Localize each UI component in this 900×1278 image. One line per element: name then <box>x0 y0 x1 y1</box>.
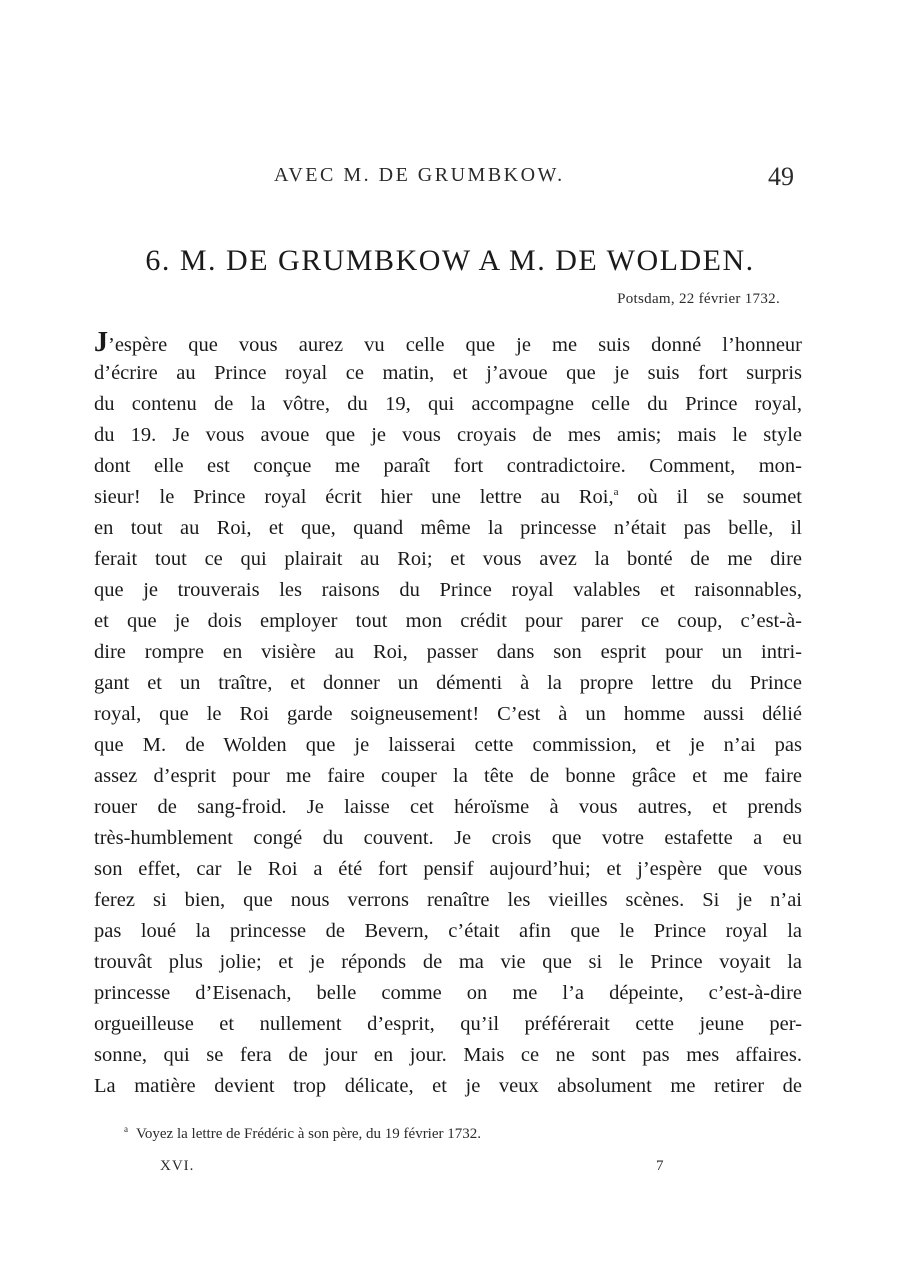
body-line-text: sieur! le Prince royal écrit hier une lettre au Roi, <box>94 486 614 508</box>
body-line: assez d’esprit pour me faire couper la tête de bonne grâce et me faire <box>94 765 802 787</box>
body-line: que je trouverais les raisons du Prince royal valables et raisonnables, <box>94 579 802 601</box>
footnote-mark: a <box>124 1124 128 1134</box>
body-line: royal, que le Roi garde soigneusement! C’est à un homme aussi délié <box>94 703 802 725</box>
body-line: en tout au Roi, et que, quand même la princesse n’était pas belle, il <box>94 517 802 539</box>
body-line-text: ’espère que vous aurez vu celle que je me suis donné l’honneur <box>108 334 802 356</box>
footnote-reference: a <box>613 486 619 499</box>
body-line: du contenu de la vôtre, du 19, qui accompagne celle du Prince royal, <box>94 393 802 415</box>
body-line: du 19. Je vous avoue que je vous croyais de mes amis; mais le style <box>94 424 802 446</box>
body-line: pas loué la princesse de Bevern, c’était afin que le Prince royal la <box>94 920 802 942</box>
body-line: rouer de sang-froid. Je laisse cet héroïsme à vous autres, et prends <box>94 796 802 818</box>
footnote <box>124 1124 481 1143</box>
body-line-text: où il se soumet <box>618 486 802 508</box>
body-line: princesse d’Eisenach, belle comme on me l’a dépeinte, c’est-à-dire <box>94 982 802 1004</box>
letter-body <box>94 327 802 1102</box>
running-head <box>0 162 900 196</box>
body-line: très-humblement congé du couvent. Je crois que votre estafette a eu <box>94 827 802 849</box>
sheet-number: 7 <box>656 1158 664 1174</box>
body-line: La matière devient trop délicate, et je veux absolument me retirer de <box>94 1075 802 1097</box>
body-line: d’écrire au Prince royal ce matin, et j’avoue que je suis fort surpris <box>94 362 802 384</box>
page-number: 49 <box>768 162 794 191</box>
body-line: trouvât plus jolie; et je réponds de ma vie que si le Prince voyait la <box>94 951 802 973</box>
body-line: dire rompre en visière au Roi, passer dans son esprit pour un intri- <box>94 641 802 663</box>
body-line: que M. de Wolden que je laisserai cette commission, et je n’ai pas <box>94 734 802 756</box>
body-line: orgueilleuse et nullement d’esprit, qu’il préférerait cette jeune per- <box>94 1013 802 1035</box>
body-line: et que je dois employer tout mon crédit pour parer ce coup, c’est-à- <box>94 610 802 632</box>
body-line: son effet, car le Roi a été fort pensif aujourd’hui; et j’espère que vous <box>94 858 802 880</box>
body-line <box>94 327 802 358</box>
body-line: ferait tout ce qui plairait au Roi; et vous avez la bonté de me dire <box>94 548 802 570</box>
body-line: sonne, qui se fera de jour en jour. Mais ce ne sont pas mes affaires. <box>94 1044 802 1066</box>
body-line <box>94 482 802 513</box>
letter-heading: 6. M. DE GRUMBKOW A M. DE WOLDEN. <box>145 244 755 277</box>
body-line: dont elle est conçue me paraît fort contradictoire. Comment, mon- <box>94 455 802 477</box>
printer-signature: XVI. <box>160 1158 195 1174</box>
footnote-text: Voyez la lettre de Frédéric à son père, du 19 février 1732. <box>136 1126 482 1142</box>
body-line: gant et un traître, et donner un démenti à la propre lettre du Prince <box>94 672 802 694</box>
drop-initial: J <box>94 327 108 358</box>
place-date: Potsdam, 22 février 1732. <box>617 291 780 307</box>
running-title: AVEC M. DE GRUMBKOW. <box>274 164 565 186</box>
body-line: ferez si bien, que nous verrons renaître les vieilles scènes. Si je n’ai <box>94 889 802 911</box>
